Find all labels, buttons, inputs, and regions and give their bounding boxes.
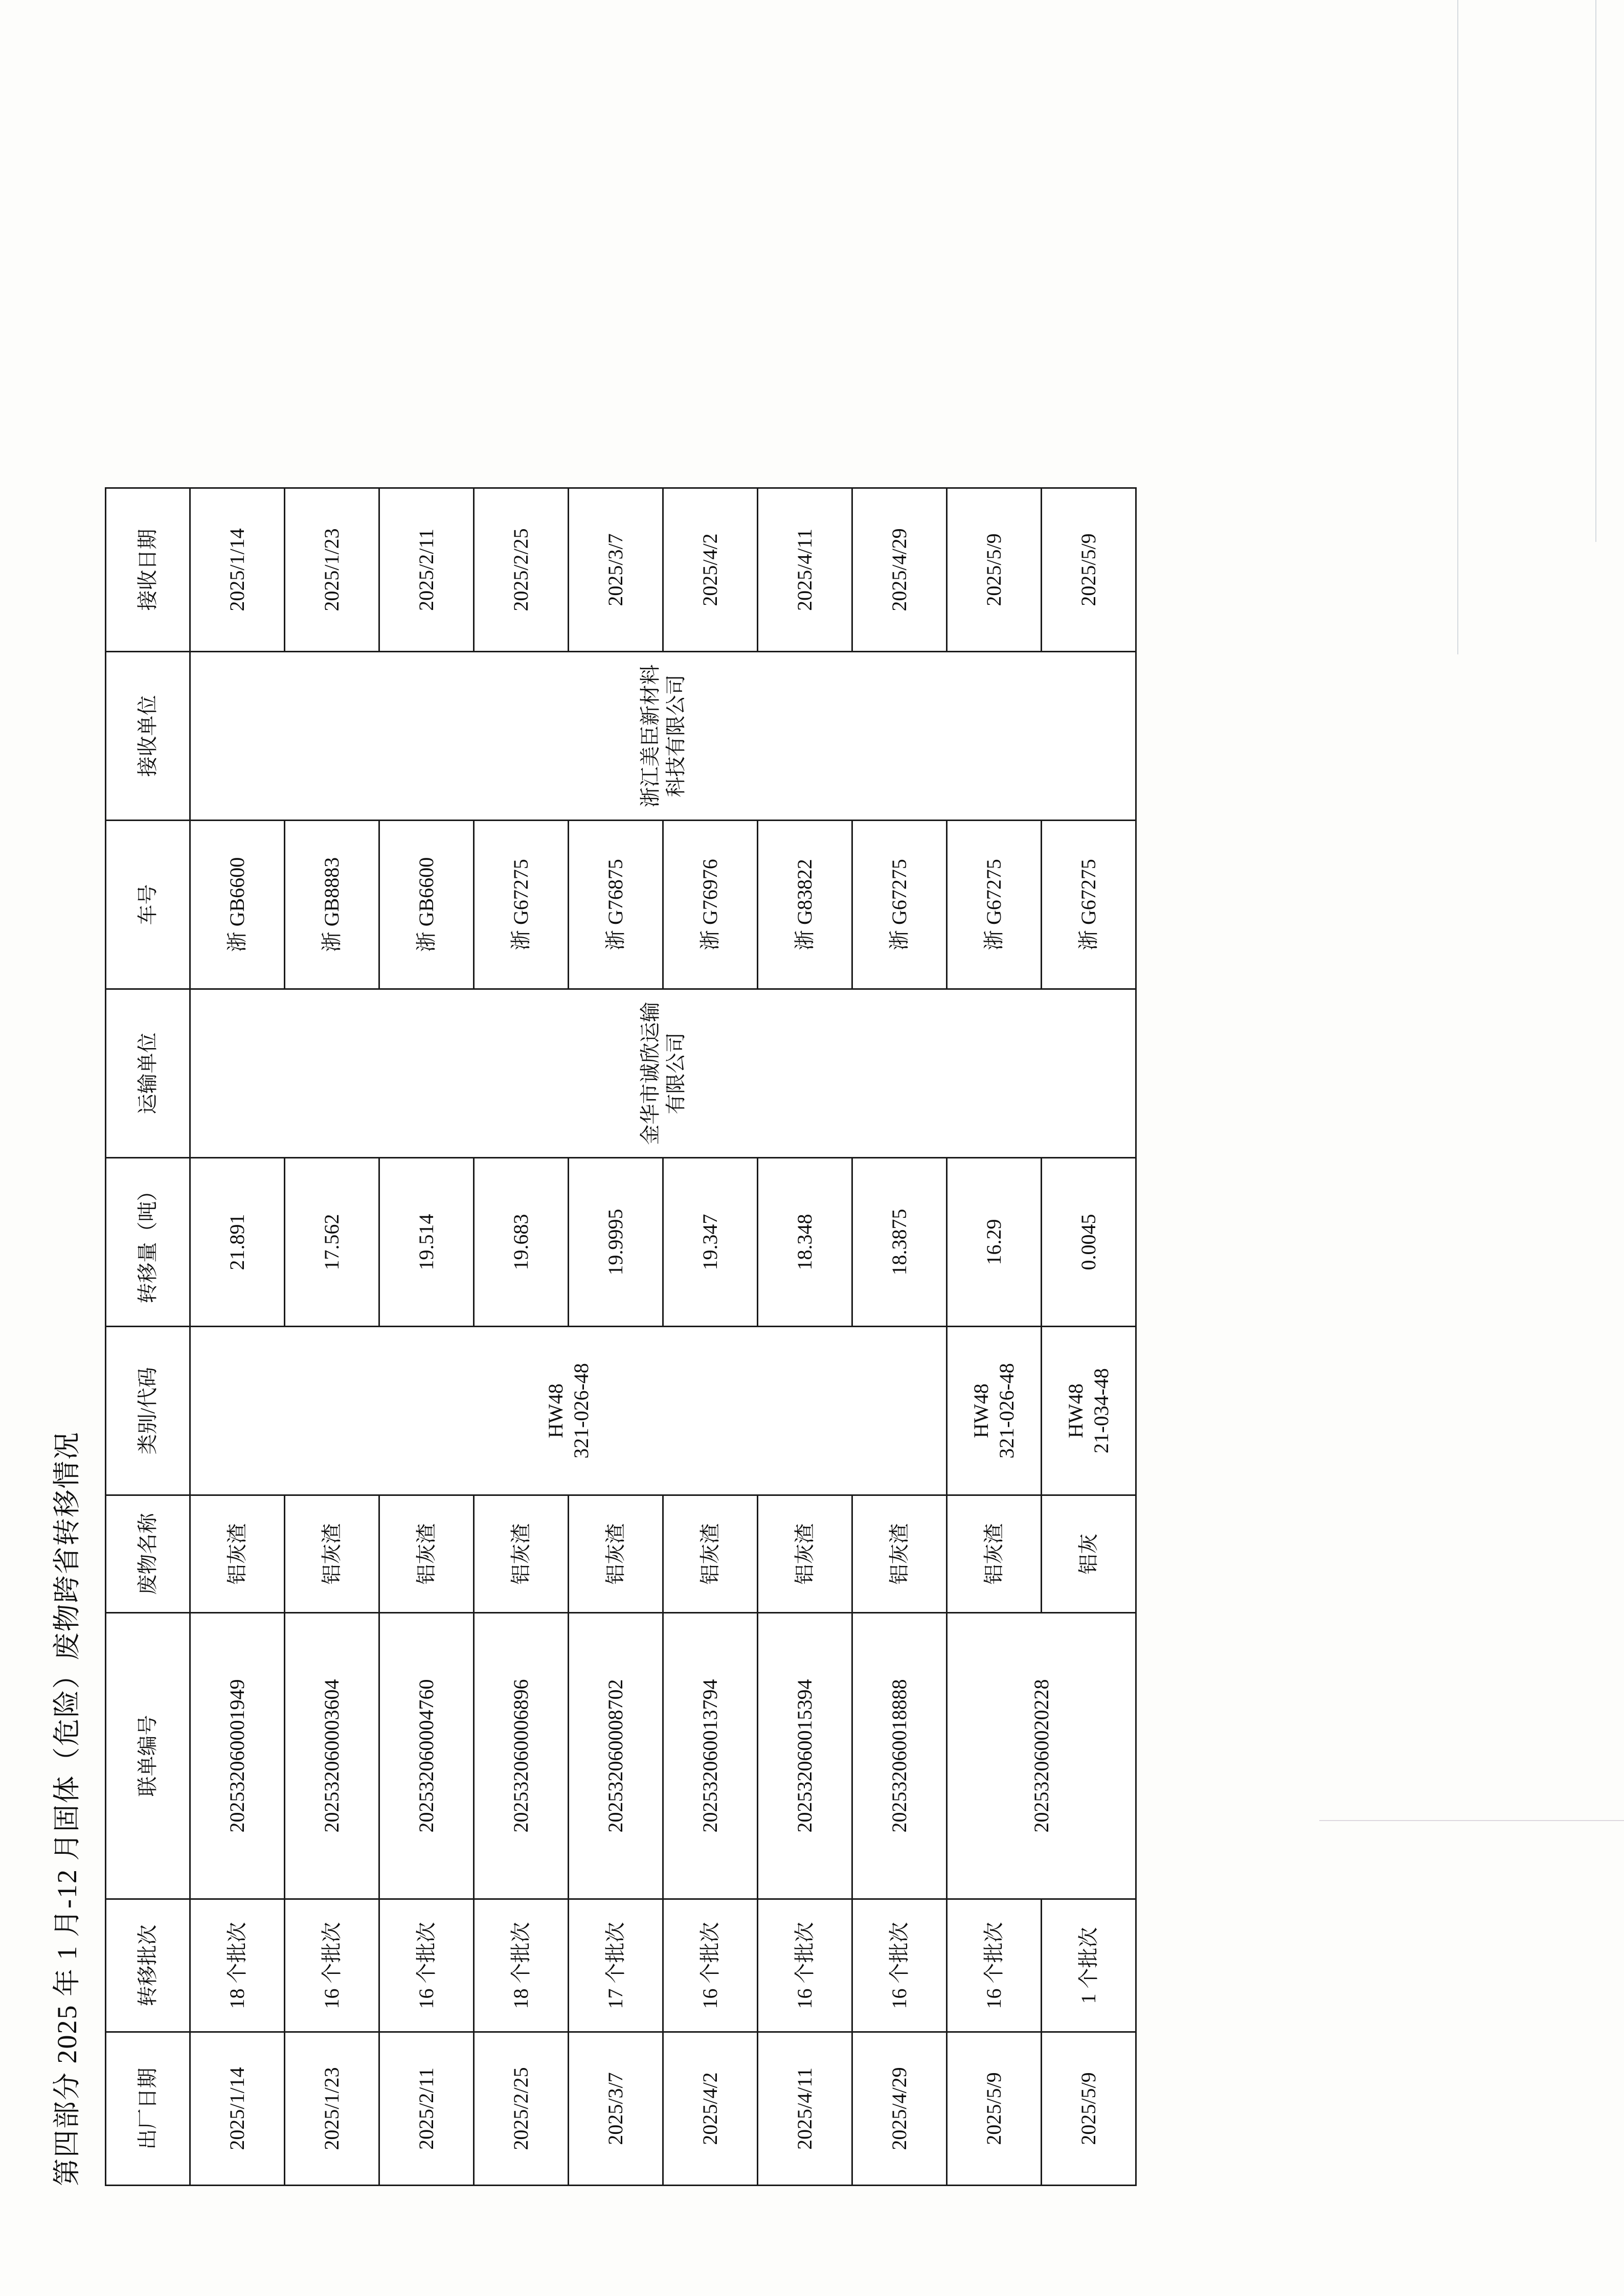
cell-waste-name: 铝灰渣 bbox=[379, 1495, 474, 1612]
cell-transporter: 金华市诚欣运输有限公司 bbox=[190, 989, 1136, 1157]
cell-waste-name: 铝灰渣 bbox=[758, 1495, 852, 1612]
cell-amount: 18.348 bbox=[758, 1157, 852, 1326]
cell-batch: 16 个批次 bbox=[379, 1899, 474, 2032]
column-header-receiver: 接收单位 bbox=[106, 651, 190, 820]
cell-batch: 16 个批次 bbox=[758, 1899, 852, 2032]
cell-out-date: 2025/5/9 bbox=[1042, 2032, 1136, 2185]
cell-category-code-group-1 bbox=[190, 1326, 947, 1495]
cell-manifest: 202532060008702 bbox=[569, 1612, 663, 1899]
category-code-line-2: 21-034-48 bbox=[1090, 1368, 1113, 1453]
column-header-amount: 转移量（吨） bbox=[106, 1157, 190, 1326]
cell-out-date: 2025/4/11 bbox=[758, 2032, 852, 2185]
cell-manifest: 202532060001949 bbox=[190, 1612, 285, 1899]
column-header-plate: 车号 bbox=[106, 820, 190, 989]
cell-recv-date: 2025/4/11 bbox=[758, 488, 852, 651]
cell-amount: 17.562 bbox=[285, 1157, 379, 1326]
cell-waste-name: 铝灰 bbox=[1042, 1495, 1136, 1612]
cell-out-date: 2025/1/14 bbox=[190, 2032, 285, 2185]
cell-waste-name: 铝灰渣 bbox=[285, 1495, 379, 1612]
cell-waste-name: 铝灰渣 bbox=[569, 1495, 663, 1612]
cell-recv-date: 2025/5/9 bbox=[1042, 488, 1136, 651]
cell-category-code-group-3 bbox=[1042, 1326, 1136, 1495]
cell-amount: 19.347 bbox=[663, 1157, 758, 1326]
cell-amount: 18.3875 bbox=[852, 1157, 947, 1326]
cell-manifest: 202532060003604 bbox=[285, 1612, 379, 1899]
cell-amount: 19.683 bbox=[474, 1157, 569, 1326]
column-header-category-code: 类别/代码 bbox=[106, 1326, 190, 1495]
waste-transfer-table bbox=[105, 487, 1137, 2186]
cell-plate: 浙 GB6600 bbox=[379, 820, 474, 989]
cell-plate: 浙 G67275 bbox=[852, 820, 947, 989]
cell-out-date: 2025/2/25 bbox=[474, 2032, 569, 2185]
cell-waste-name: 铝灰渣 bbox=[190, 1495, 285, 1612]
cell-plate: 浙 G67275 bbox=[474, 820, 569, 989]
cell-amount: 16.29 bbox=[947, 1157, 1042, 1326]
cell-recv-date: 2025/1/14 bbox=[190, 488, 285, 651]
cell-out-date: 2025/2/11 bbox=[379, 2032, 474, 2185]
cell-recv-date: 2025/3/7 bbox=[569, 488, 663, 651]
cell-manifest: 202532060015394 bbox=[758, 1612, 852, 1899]
column-header-waste-name: 废物名称 bbox=[106, 1495, 190, 1612]
cell-out-date: 2025/5/9 bbox=[947, 2032, 1042, 2185]
cell-batch: 16 个批次 bbox=[663, 1899, 758, 2032]
cell-waste-name: 铝灰渣 bbox=[852, 1495, 947, 1612]
cell-out-date: 2025/3/7 bbox=[569, 2032, 663, 2185]
cell-plate: 浙 G67275 bbox=[947, 820, 1042, 989]
category-code-line-2: 321-026-48 bbox=[995, 1362, 1018, 1459]
cell-manifest: 202532060018888 bbox=[852, 1612, 947, 1899]
cell-recv-date: 2025/5/9 bbox=[947, 488, 1042, 651]
table-row bbox=[190, 488, 285, 2185]
cell-out-date: 2025/4/2 bbox=[663, 2032, 758, 2185]
column-header-manifest: 联单编号 bbox=[106, 1612, 190, 1899]
column-header-transporter: 运输单位 bbox=[106, 989, 190, 1157]
category-code-line-2: 321-026-48 bbox=[569, 1362, 593, 1459]
cell-batch: 18 个批次 bbox=[190, 1899, 285, 2032]
column-header-out-date: 出厂日期 bbox=[106, 2032, 190, 2185]
cell-plate: 浙 G83822 bbox=[758, 820, 852, 989]
column-header-batch: 转移批次 bbox=[106, 1899, 190, 2032]
cell-out-date: 2025/4/29 bbox=[852, 2032, 947, 2185]
cell-manifest: 202532060004760 bbox=[379, 1612, 474, 1899]
rotated-content bbox=[45, 49, 1579, 2247]
cell-manifest: 202532060006896 bbox=[474, 1612, 569, 1899]
cell-batch: 16 个批次 bbox=[285, 1899, 379, 2032]
cell-plate: 浙 G67275 bbox=[1042, 820, 1136, 989]
cell-out-date: 2025/1/23 bbox=[285, 2032, 379, 2185]
table-header-row bbox=[106, 488, 190, 2185]
cell-batch: 16 个批次 bbox=[947, 1899, 1042, 2032]
cell-batch: 17 个批次 bbox=[569, 1899, 663, 2032]
cell-plate: 浙 G76875 bbox=[569, 820, 663, 989]
page-title: 第四部分 2025 年 1 月-12 月固体（危险）废物跨省转移情况 bbox=[52, 1431, 82, 2186]
cell-receiver: 浙江美臣新材料科技有限公司 bbox=[190, 651, 1136, 820]
cell-category-code-group-2 bbox=[947, 1326, 1042, 1495]
cell-batch: 18 个批次 bbox=[474, 1899, 569, 2032]
column-header-recv-date: 接收日期 bbox=[106, 488, 190, 651]
cell-waste-name: 铝灰渣 bbox=[663, 1495, 758, 1612]
cell-waste-name: 铝灰渣 bbox=[474, 1495, 569, 1612]
scan-artifact-line bbox=[1595, 0, 1596, 542]
cell-plate: 浙 GB6600 bbox=[190, 820, 285, 989]
cell-recv-date: 2025/1/23 bbox=[285, 488, 379, 651]
cell-waste-name: 铝灰渣 bbox=[947, 1495, 1042, 1612]
cell-recv-date: 2025/2/25 bbox=[474, 488, 569, 651]
cell-amount: 19.514 bbox=[379, 1157, 474, 1326]
cell-plate: 浙 GB8883 bbox=[285, 820, 379, 989]
cell-amount: 21.891 bbox=[190, 1157, 285, 1326]
cell-manifest: 202532060020228 bbox=[947, 1612, 1136, 1899]
cell-batch: 16 个批次 bbox=[852, 1899, 947, 2032]
category-code-line-1: HW48 bbox=[544, 1383, 567, 1438]
cell-batch: 1 个批次 bbox=[1042, 1899, 1136, 2032]
category-code-line-1: HW48 bbox=[969, 1383, 993, 1438]
cell-amount: 0.0045 bbox=[1042, 1157, 1136, 1326]
cell-recv-date: 2025/4/2 bbox=[663, 488, 758, 651]
cell-plate: 浙 G76976 bbox=[663, 820, 758, 989]
cell-manifest: 202532060013794 bbox=[663, 1612, 758, 1899]
cell-recv-date: 2025/2/11 bbox=[379, 488, 474, 651]
cell-amount: 19.9995 bbox=[569, 1157, 663, 1326]
cell-recv-date: 2025/4/29 bbox=[852, 488, 947, 651]
category-code-line-1: HW48 bbox=[1064, 1383, 1087, 1438]
